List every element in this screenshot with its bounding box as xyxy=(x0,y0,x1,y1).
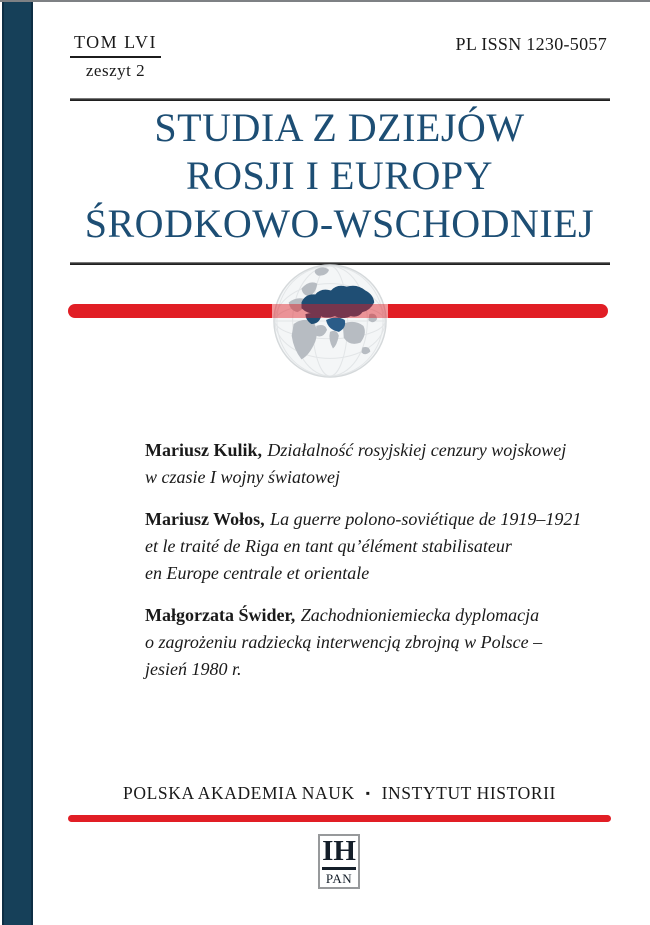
publisher-part-1: POLSKA AKADEMIA NAUK xyxy=(123,783,355,803)
article-title-line: jesień 1980 r. xyxy=(145,659,242,679)
logo-pan-text: PAN xyxy=(325,871,353,886)
top-edge-line xyxy=(0,0,650,2)
journal-title xyxy=(68,104,611,248)
issue-label: zeszyt 2 xyxy=(85,61,146,80)
logo-ih-text: IH xyxy=(322,837,356,870)
article-author: Mariusz Wołos, xyxy=(145,509,265,529)
divider-top xyxy=(70,98,610,101)
journal-title-line-2: ROSJI I EUROPY xyxy=(185,153,494,198)
article-author: Małgorzata Świder, xyxy=(145,605,296,625)
volume-issue-block xyxy=(70,32,161,81)
article-title-line: Działalność rosyjskiej cenzury wojskowej xyxy=(267,440,567,460)
article-title-line: en Europe centrale et orientale xyxy=(145,563,370,583)
article-list xyxy=(145,437,595,698)
article-title-line: o zagrożeniu radziecką interwencją zbrojną w Polsce – xyxy=(145,632,543,652)
article-title-line: w czasie I wojny światowej xyxy=(145,467,340,487)
footer-red-bar xyxy=(68,815,611,822)
article-author: Mariusz Kulik, xyxy=(145,440,263,460)
article-entry xyxy=(145,506,595,587)
title-red-bar-over-globe xyxy=(272,304,388,318)
title-red-bar-left xyxy=(68,304,272,318)
globe-eurasia-image xyxy=(272,263,388,379)
left-border-band xyxy=(2,2,33,925)
journal-title-line-3: ŚRODKOWO-WSCHODNIEJ xyxy=(84,201,595,246)
article-entry xyxy=(145,437,595,491)
article-title-line: La guerre polono-soviétique de 1919–1921 xyxy=(270,509,582,529)
journal-title-line-1: STUDIA Z DZIEJÓW xyxy=(154,105,525,150)
article-entry xyxy=(145,602,595,683)
volume-label: TOM LVI xyxy=(70,32,161,58)
square-bullet-icon: ▪ xyxy=(365,786,371,800)
publisher-line xyxy=(68,783,611,804)
issn-label: PL ISSN 1230-5057 xyxy=(455,34,607,54)
publisher-part-2: INSTYTUT HISTORII xyxy=(381,783,556,803)
article-title-line: Zachodnioniemiecka dyplomacja xyxy=(300,605,540,625)
article-title-line: et le traité de Riga en tant qu’élément stabilisateur xyxy=(145,536,512,556)
title-red-bar-right xyxy=(388,304,608,318)
ihpan-logo xyxy=(318,834,360,889)
